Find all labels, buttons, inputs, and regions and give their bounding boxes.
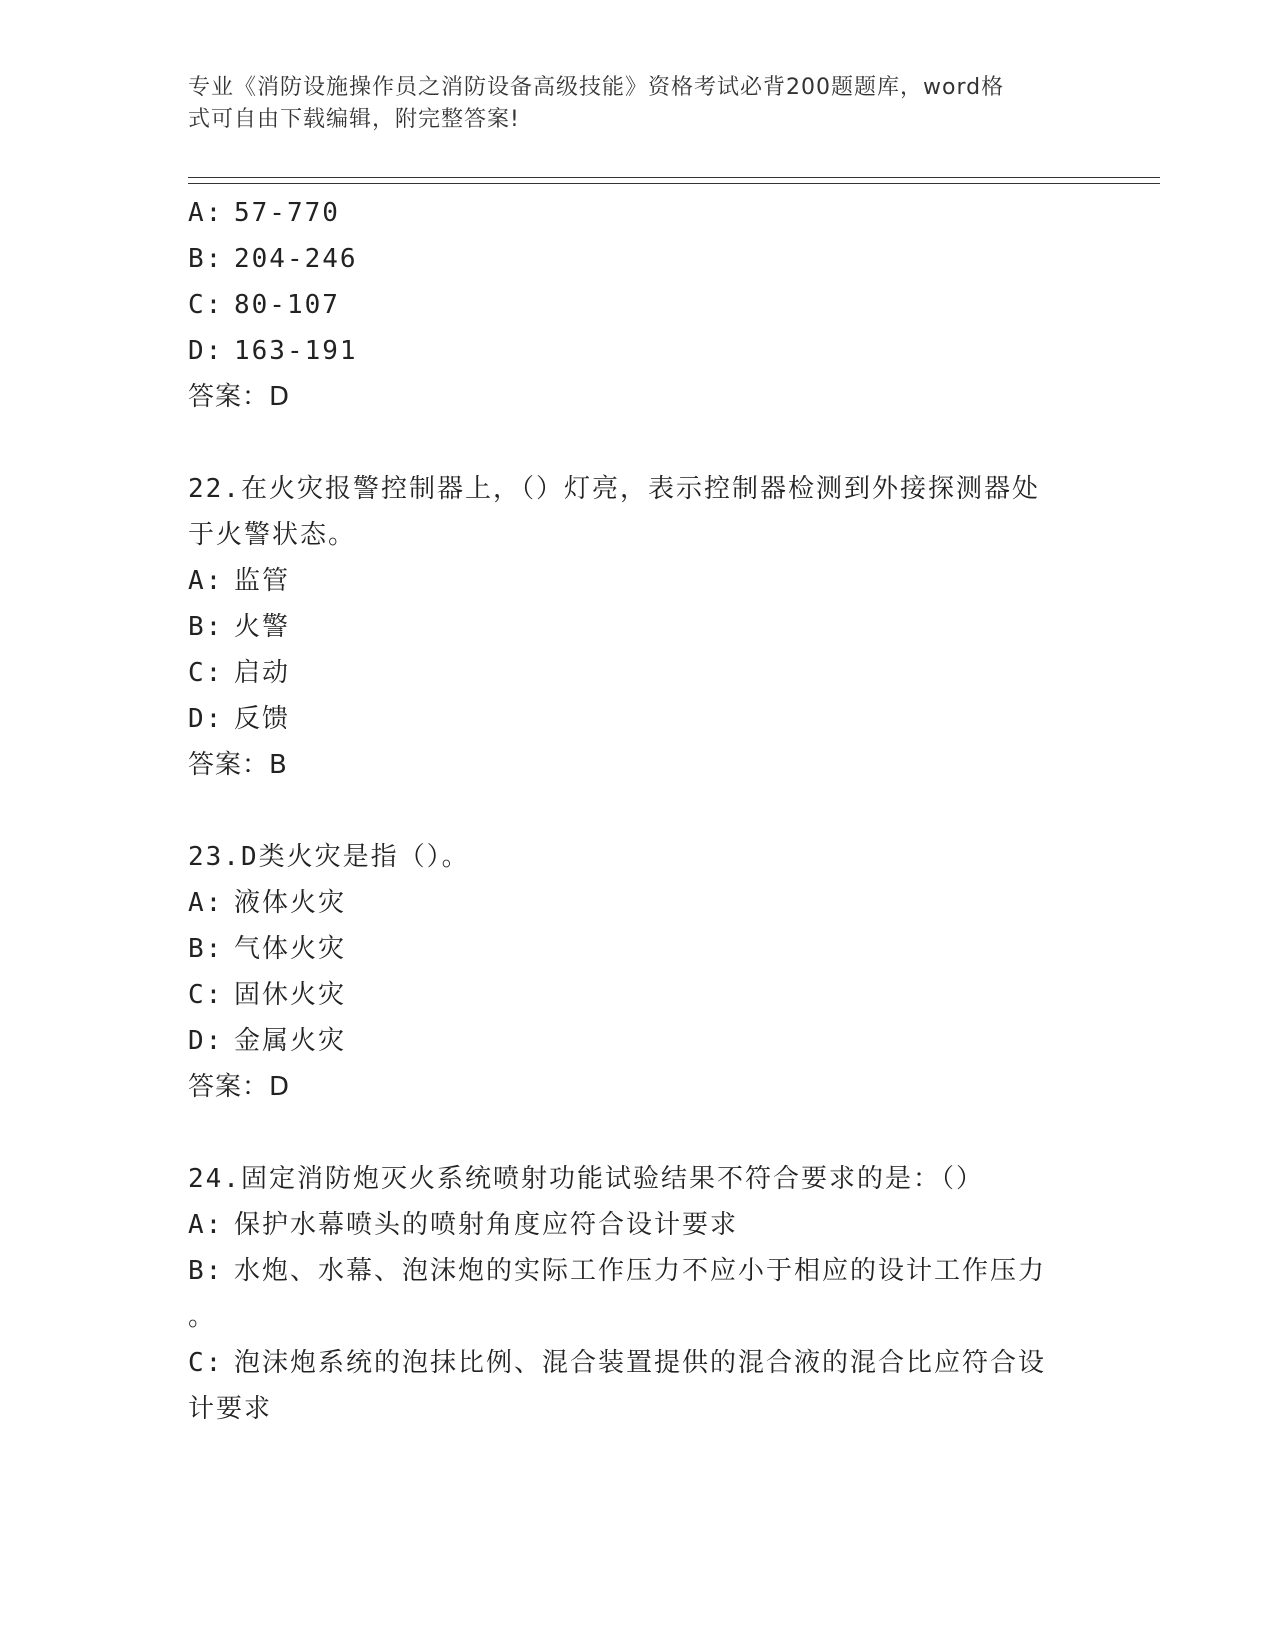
option-b: B: 水炮、水幕、泡沫炮的实际工作压力不应小于相应的设计工作压力 <box>188 1256 1047 1286</box>
option-a: A: 监管 <box>188 566 291 596</box>
option-d: D: 163-191 <box>188 336 358 366</box>
header-rule-top <box>188 177 1160 178</box>
option-d: D: 金属火灾 <box>188 1026 347 1056</box>
answer-line: 答案：D <box>188 1072 291 1102</box>
option-c: C: 启动 <box>188 658 291 688</box>
option-b: B: 气体火灾 <box>188 934 347 964</box>
question-text-line: 24.固定消防炮灭火系统喷射功能试验结果不符合要求的是：（） <box>188 1164 984 1194</box>
document-header <box>188 72 1088 136</box>
option-a: A: 保护水幕喷头的喷射角度应符合设计要求 <box>188 1210 739 1240</box>
option-b: B: 204-246 <box>188 244 358 274</box>
question-24 <box>188 1156 1088 1432</box>
question-22 <box>188 466 1088 788</box>
prev-question-block <box>188 190 1088 420</box>
option-d: D: 反馈 <box>188 704 291 734</box>
question-text-line: 23.D类火灾是指（）。 <box>188 842 470 872</box>
option-b: B: 火警 <box>188 612 291 642</box>
header-line-1: 专业《消防设施操作员之消防设备高级技能》资格考试必背200题题库，word格 <box>188 75 1005 100</box>
option-c: C: 泡沫炮系统的泡抹比例、混合装置提供的混合液的混合比应符合设 <box>188 1348 1047 1378</box>
option-c-continuation: 计要求 <box>188 1394 273 1424</box>
question-text-line: 22.在火灾报警控制器上，（）灯亮，表示控制器检测到外接探测器处 <box>188 474 1040 504</box>
header-rule-bottom <box>188 183 1160 184</box>
answer-line: 答案：D <box>188 382 291 412</box>
answer-line: 答案：B <box>188 750 288 780</box>
option-a: A: 57-770 <box>188 198 340 228</box>
question-list <box>188 190 1088 1432</box>
option-c: C: 80-107 <box>188 290 340 320</box>
option-b-continuation: 。 <box>188 1302 217 1332</box>
question-text-line: 于火警状态。 <box>188 520 357 550</box>
header-line-2: 式可自由下载编辑，附完整答案! <box>188 107 520 132</box>
question-23 <box>188 834 1088 1110</box>
option-a: A: 液体火灾 <box>188 888 347 918</box>
option-c: C: 固休火灾 <box>188 980 347 1010</box>
